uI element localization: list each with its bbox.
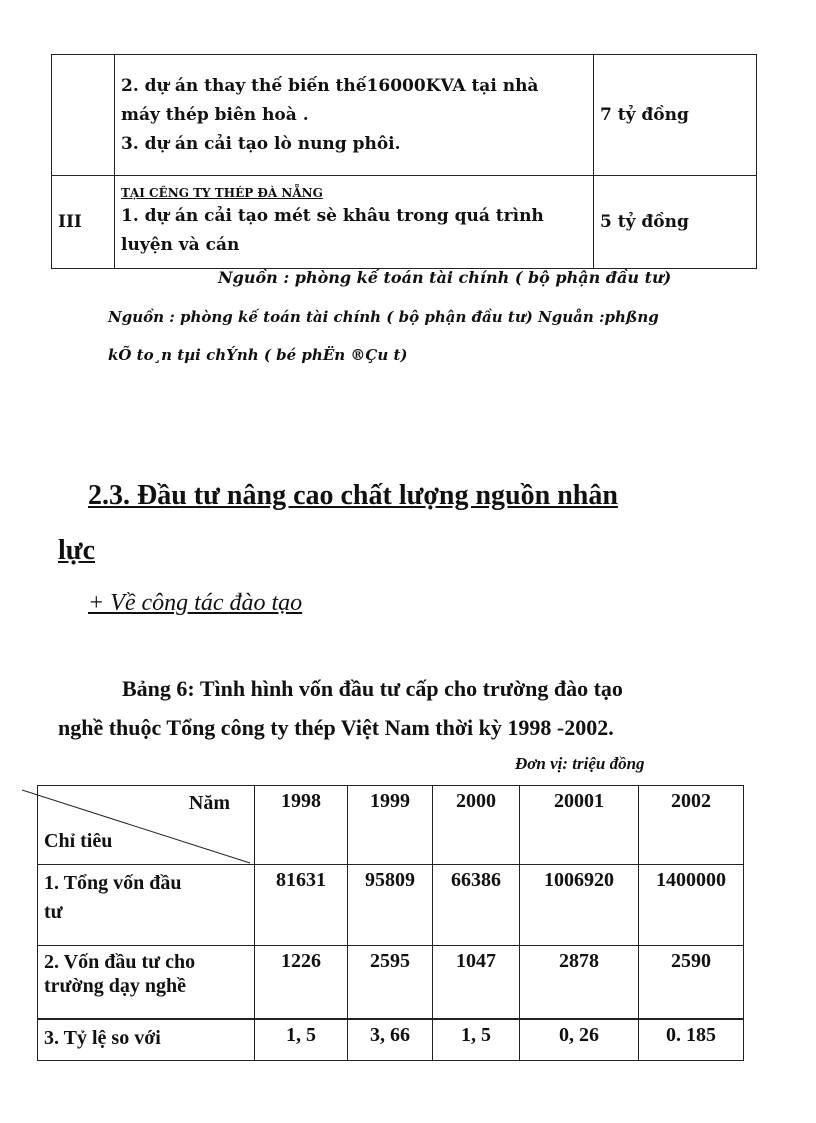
table-row	[38, 1019, 744, 1061]
source-note-garbled: kÕ to¸n tµi chÝnh ( bé phËn ®Çu t)	[108, 346, 408, 364]
section-heading-continued: lực	[58, 535, 96, 566]
table-row	[38, 865, 744, 946]
data-cell: 2595	[348, 946, 433, 1020]
project-line: máy thép biên hoà .	[121, 104, 309, 125]
source-note-garbled: Nguồn : phòng kế toán tài chính ( bộ phận đầu tư) Nguån :phßng	[108, 308, 659, 326]
data-cell: 2878	[520, 946, 639, 1020]
row-number-cell	[52, 55, 115, 176]
data-cell: 2590	[639, 946, 744, 1020]
corner-header-cell	[38, 786, 255, 865]
data-cell: 1400000	[639, 865, 744, 946]
table-row	[52, 55, 757, 176]
data-cell: 1226	[255, 946, 348, 1020]
table-row	[38, 946, 744, 1020]
section-heading: 2.3. Đầu tư nâng cao chất lượng nguồn nhân	[88, 480, 618, 511]
amount-cell: 7 tỷ đồng	[594, 55, 757, 176]
data-cell: 0. 185	[639, 1019, 744, 1061]
source-note: Nguồn : phòng kế toán tài chính ( bộ phận đầu tư)	[218, 268, 672, 287]
project-line: 1. dự án cải tạo mét sè khâu trong quá trình	[121, 206, 544, 226]
year-header: 2002	[639, 786, 744, 865]
year-header: 1998	[255, 786, 348, 865]
diagonal-divider	[22, 786, 272, 866]
unit-note: Đơn vị: triệu đồng	[515, 754, 645, 773]
investment-projects-table	[51, 54, 757, 269]
data-cell: 66386	[433, 865, 520, 946]
indicator-axis-label: Chỉ tiêu	[44, 830, 113, 852]
year-header: 1999	[348, 786, 433, 865]
row-label	[38, 865, 255, 946]
data-cell: 1, 5	[255, 1019, 348, 1061]
table-caption: nghề thuộc Tổng công ty thép Việt Nam thời kỳ 1998 -2002.	[58, 715, 614, 740]
project-description-cell	[115, 55, 594, 176]
data-cell: 81631	[255, 865, 348, 946]
project-line: 2. dự án thay thế biến thế16000KVA tại nhà	[121, 75, 539, 96]
year-header: 2000	[433, 786, 520, 865]
table-caption: Bảng 6: Tình hình vốn đầu tư cấp cho trường đào tạo	[122, 676, 623, 701]
data-cell: 95809	[348, 865, 433, 946]
row-label-line: 3. Tỷ lệ so với	[44, 1027, 161, 1049]
row-label-line: 2. Vốn đầu tư cho	[44, 951, 196, 973]
table-row	[52, 176, 757, 269]
row-label-line: 1. Tổng vốn đầu	[44, 872, 182, 894]
row-label-line: trường dạy nghề	[44, 975, 186, 997]
row-number-cell: III	[52, 176, 115, 269]
project-line: luyện và cán	[121, 235, 240, 255]
project-description-cell	[115, 176, 594, 269]
data-cell: 1, 5	[433, 1019, 520, 1061]
table-header-row	[38, 786, 744, 865]
year-axis-label: Năm	[188, 792, 230, 814]
company-heading: TẠI CÊNG TY THÉP ĐÀ NẴNG	[121, 186, 323, 200]
row-label	[38, 946, 255, 1020]
training-investment-table	[37, 785, 744, 1061]
project-line: 3. dự án cải tạo lò nung phôi.	[121, 133, 401, 154]
data-cell: 0, 26	[520, 1019, 639, 1061]
year-header: 20001	[520, 786, 639, 865]
subsection-heading: + Về công tác đào tạo	[88, 590, 303, 616]
data-cell: 3, 66	[348, 1019, 433, 1061]
data-cell: 1006920	[520, 865, 639, 946]
amount-cell: 5 tỷ đồng	[594, 176, 757, 269]
data-cell: 1047	[433, 946, 520, 1020]
row-label	[38, 1019, 255, 1061]
row-label-line: tư	[44, 901, 63, 923]
